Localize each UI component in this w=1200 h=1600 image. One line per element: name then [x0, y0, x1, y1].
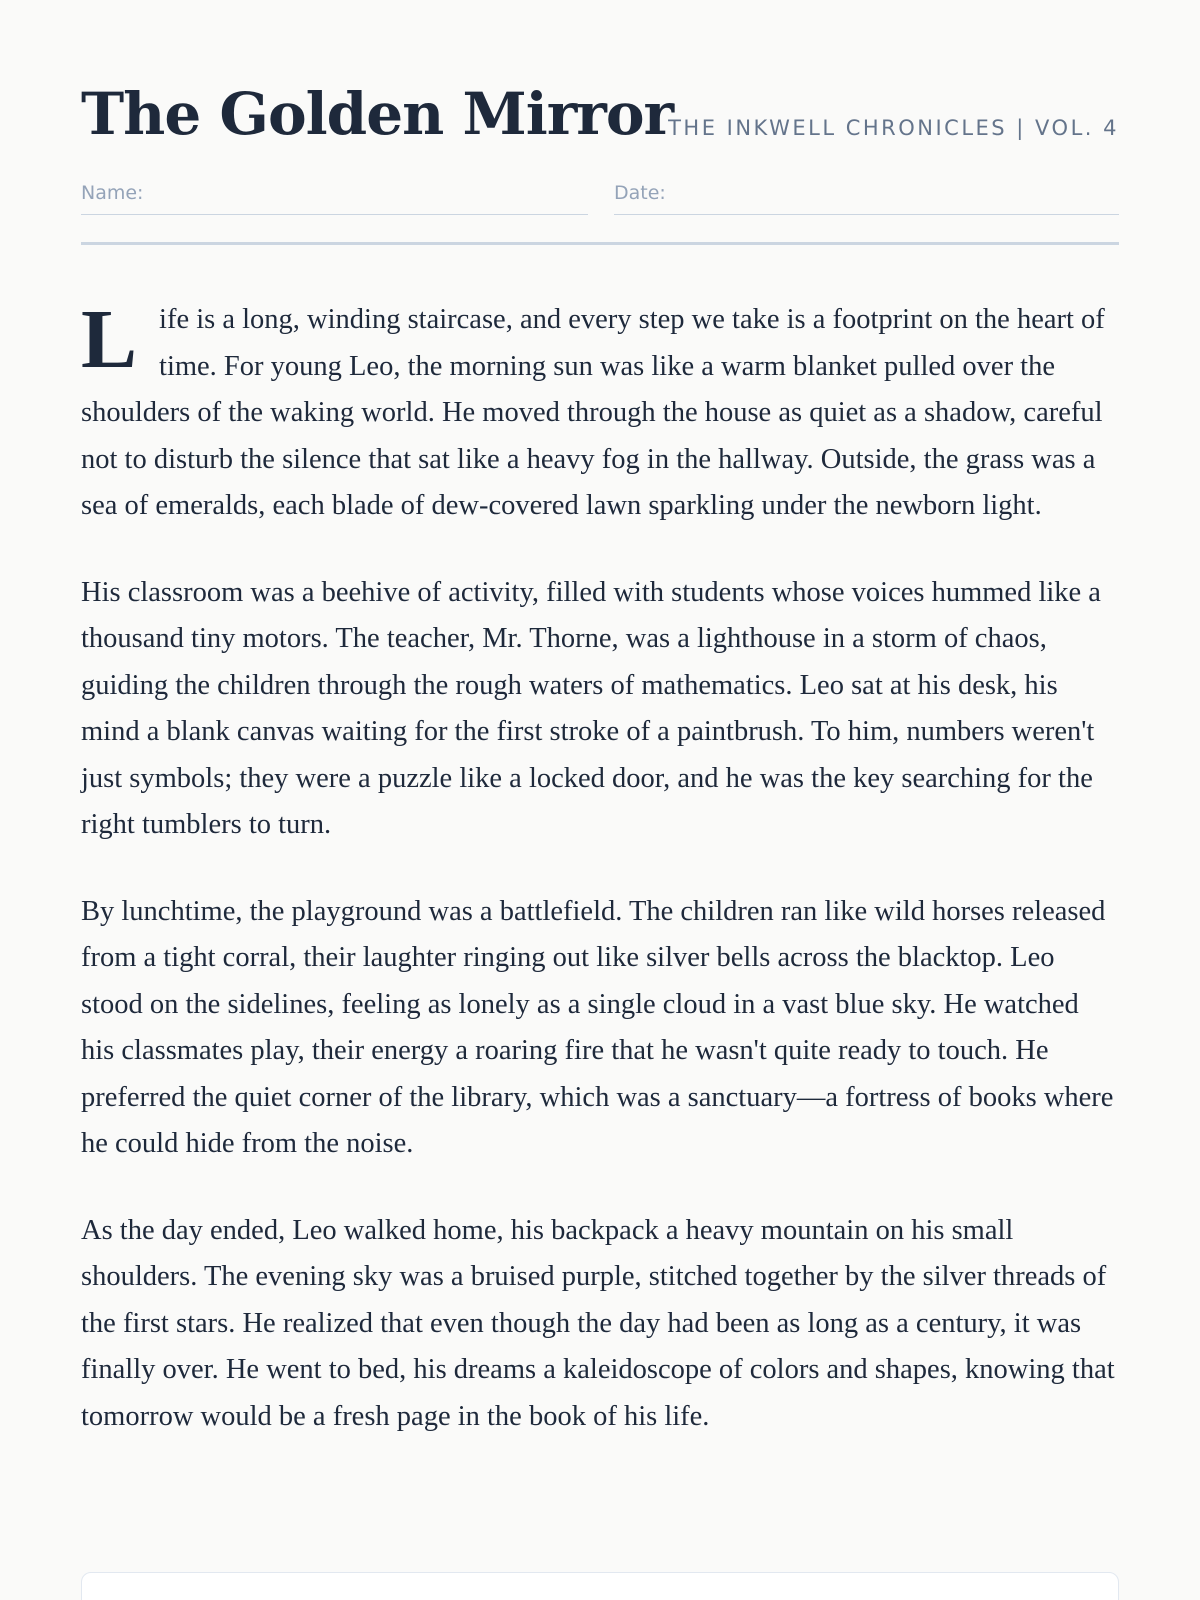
date-field[interactable]: [614, 172, 1119, 215]
story-paragraph: His classroom was a beehive of activity, filled with students whose voices hummed like a thousand tiny motors. The teacher, Mr. Thorne, was a lighthouse in a storm of chaos, guiding the children through the rough waters of mathematics. Leo sat at his desk, his mind a blank canvas waiting for the first stroke of a paintbrush. To him, numbers weren't just symbols; they were a puzzle like a locked door, and he was the key searching for the right tumblers to turn.: [81, 576, 1101, 840]
story-paragraph: [81, 293, 1119, 530]
story-body: [81, 293, 1119, 1480]
drop-cap: L: [81, 293, 138, 386]
name-field-label: Name:: [81, 182, 144, 204]
bottom-card: [81, 1572, 1119, 1600]
date-field-label: Date:: [614, 182, 666, 204]
student-fields: [81, 172, 1119, 216]
story-paragraph: As the day ended, Leo walked home, his backpack a heavy mountain on his small shoulders. The evening sky was a bruised purple, stitched together by the silver threads of the first stars. He realized that even though the day had been as long as a century, it was finally over. He went to bed, his dreams a kaleidoscope of colors and shapes, knowing that tomorrow would be a fresh page in the book of his life.: [81, 1214, 1115, 1432]
paragraph-text: ife is a long, winding staircase, and every step we take is a footprint on the heart of time. For young Leo, the morning sun was like a warm blanket pulled over the shoulders of the waking world. He moved through the house as quiet as a shadow, careful not to disturb the silence that sat like a heavy fog in the hallway. Outside, the grass was a sea of emeralds, each blade of dew-covered lawn sparkling under the newborn light.: [81, 304, 1105, 521]
name-field[interactable]: [81, 172, 588, 215]
page-title: The Golden Mirror: [81, 80, 674, 148]
header: [81, 78, 1119, 150]
header-divider: [81, 242, 1119, 245]
story-paragraph: By lunchtime, the playground was a battlefield. The children ran like wild horses released from a tight corral, their laughter ringing out like silver bells across the blacktop. Leo stood on the sidelines, feeling as lonely as a single cloud in a vast blue sky. He watched his classmates play, their energy a roaring fire that he wasn't quite ready to touch. He preferred the quiet corner of the library, which was a sanctuary—a fortress of books where he could hide from the noise.: [81, 895, 1114, 1159]
series-label: THE INKWELL CHRONICLES | VOL. 4: [668, 116, 1119, 140]
